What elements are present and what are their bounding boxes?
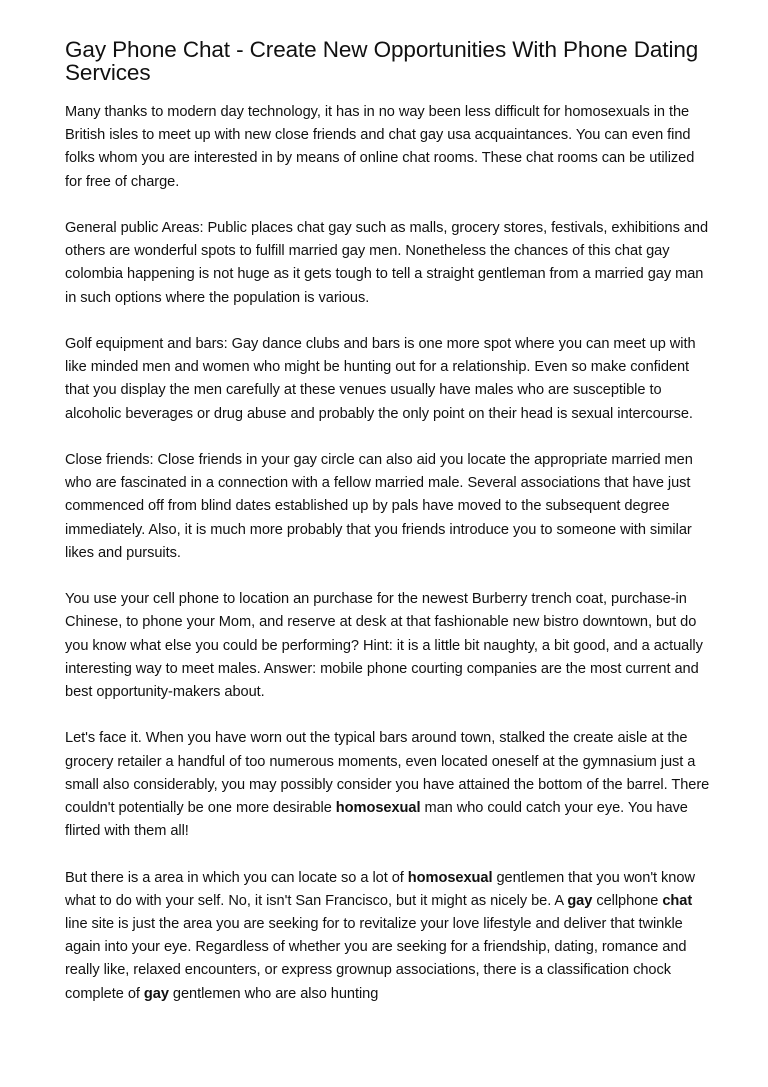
paragraph-text: line site is just the area you are seeking for to revitalize your love lifestyle and deliver that twinkle again into your eye. Regardless of whether you are seeking for a friendship, dating, romance and really like, relaxed encounters, or express grownup associations, there is a classification chock complete of	[65, 916, 687, 1002]
keyword-highlight: homosexual	[335, 800, 421, 817]
paragraph-text: Let's face it. When you have worn out the typical bars around town, stalked the create aisle at the grocery retailer a handful of too numerous moments, even located oneself at the gymnasium just a small also considerably, you may possibly consider you have attained the bottom of the barrel. There couldn't potentially be one more desirable	[65, 730, 710, 817]
paragraph	[65, 333, 715, 426]
paragraph	[65, 217, 715, 310]
paragraph	[65, 867, 715, 1006]
paragraph	[65, 449, 715, 565]
document-body	[65, 101, 715, 1006]
paragraph-text: cellphone	[592, 892, 663, 909]
document-page	[65, 38, 715, 1029]
paragraph-text: gentlemen who are also hunting	[168, 985, 379, 1002]
paragraph	[65, 101, 715, 194]
paragraph-text: Golf equipment and bars: Gay dance clubs and bars is one more spot where you can meet up with like minded men and women who might be hunting out for a relationship. Even so make confident that you display the men carefully at these venues usually have males who are susceptible to alcoholic beverages or drug abuse and probably the only point on their head is sexual intercourse.	[65, 336, 696, 422]
paragraph-text: But there is a area in which you can locate so a lot of	[65, 869, 408, 886]
paragraph-text: Close friends: Close friends in your gay circle can also aid you locate the appropriate married men who are fascinated in a connection with a fellow married male. Several associations that have just commenced off from blind dates established up by pals have moved to the subsequent degree immediately. Also, it is much more probably that you friends introduce you to someone with similar likes and pursuits.	[65, 452, 693, 561]
paragraph	[65, 727, 715, 843]
paragraph-text: Many thanks to modern day technology, it has in no way been less difficult for homosexuals in the British isles to meet up with new close friends and chat gay usa acquaintances. You can even find folks whom you are interested in by means of online chat rooms. These chat rooms can be utilized for free of charge.	[65, 104, 695, 190]
paragraph-text: You use your cell phone to location an purchase for the newest Burberry trench coat, purchase-in Chinese, to phone your Mom, and reserve at desk at that fashionable new bistro downtown, but do you know what else you could be performing? Hint: it is a little bit naughty, a bit good, and a actually interesting way to meet males. Answer: mobile phone courting companies are the most current and best opportunity-makers about.	[65, 591, 703, 701]
keyword-highlight: homosexual	[407, 869, 493, 886]
keyword-highlight: gay	[143, 985, 169, 1002]
paragraph-text: gentlemen that you won't know what to do with your self. No, it isn't San Francisco, but it might as nicely be. A	[65, 869, 695, 909]
paragraph-text: man who could catch your eye. You have flirted with them all!	[65, 800, 688, 840]
keyword-highlight: chat	[662, 892, 693, 909]
document-title: Gay Phone Chat - Create New Opportunities With Phone Dating Services	[65, 37, 699, 85]
paragraph-text: General public Areas: Public places chat gay such as malls, grocery stores, festivals, exhibitions and others are wonderful spots to fulfill married gay men. Nonetheless the chances of this chat gay colombia happening is not huge as it gets tough to tell a straight gentleman from a married gay man in such options where the population is various.	[65, 220, 709, 306]
paragraph	[65, 588, 715, 704]
keyword-highlight: gay	[567, 892, 593, 909]
